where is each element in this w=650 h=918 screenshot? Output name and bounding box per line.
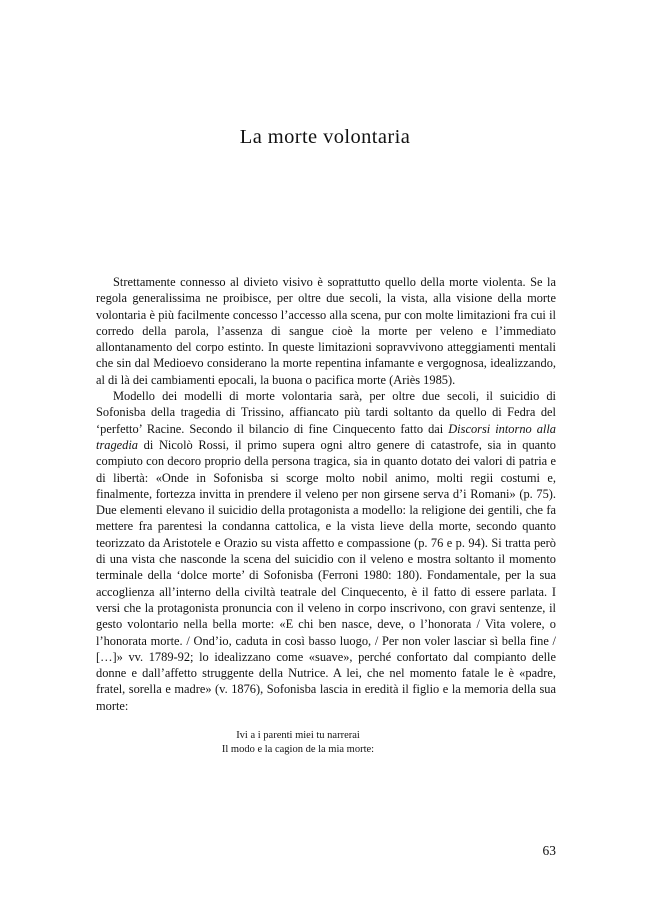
page-title: La morte volontaria xyxy=(239,126,411,148)
italic-text-segment: Discorsi intorno alla tragedia xyxy=(96,421,556,452)
text-segment: Modello dei modelli di morte volontaria sarà, per oltre due secoli, il suicidio di Sofonisba della tragedia di Trissino, affiancato più tardi soltanto da quello di Fedra del ‘perfetto’ Racine. Secondo il bilancio di fine Cinquecento fatto dai xyxy=(96,389,556,436)
paragraph xyxy=(96,388,556,714)
text-segment: Strettamente connesso al divieto visivo è soprattutto quello della morte violenta. Se la regola generalissima ne proibisce, per oltre due secoli, la vista, alla visione della morte volontaria è più facilmente concesso l’accesso alla scena, pur con molte limitazioni fra cui il corredo della parola, l’assenza di sangue cioè la morte per veleno e l’immediato allontanamento del corpo estinto. In queste limitazioni sopravvivono atteggiamenti mentali che sin dal Medioevo considerano la morte repentina infamante e vergognosa, idealizzando, al di là dei cambiamenti epocali, la buona o pacifica morte (Ariès 1985). xyxy=(96,275,556,387)
text-segment: di Nicolò Rossi, il primo supera ogni altro genere di catastrofe, sia in quanto compiuto con decoro proprio della persona tragica, sia in quanto dotato dei valori di patria e di libertà: «Onde in Sofonisba si scorge molto nobil animo, molti regii costumi e, finalmente, fortezza invitta in prendere il veleno per non girsene serva d’i Romani» (p. 75). Due elementi elevano il suicidio della protagonista a modello: la religione dei gentili, che fa mettere fra parentesi la condanna cattolica, e la vista lieve della morte, secondo quanto teorizzato da Aristotele e Orazio su vista affetto e compassione (p. 76 e p. 94). Si tratta però di una vista che nasconde la scena del suicidio con il veleno e mostra soltanto il momento terminale della ‘dolce morte’ di Sofonisba (Ferroni 1980: 180). Fondamentale, per la sua accoglienza all’interno della civiltà teatrale del Cinquecento, è il fatto di essere parlata. I versi che la protagonista pronuncia con il veleno in corpo inscrivono, con gravi sentenze, il gesto volontario nella bella morte: «E chi ben nasce, deve, o l’honorata / Vita volere, o l’honorata morte. / Ond’io, caduta in così basso luogo, / Per non voler lasciar sì bella fine / […]» vv. 1789-92; lo idealizzano come «suave», perché confortato dal compianto delle donne e dall’affetto struggente della Nutrice. A lei, che nel momento fatale le è «padre, fratel, sorella e madre» (v. 1876), Sofonisba lascia in eredità il figlio e la memoria della sua morte: xyxy=(96,437,556,713)
verse-block xyxy=(96,729,500,757)
paragraph xyxy=(96,274,556,388)
verse-line: Il modo e la cagion de la mia morte: xyxy=(221,744,375,756)
page-number: 63 xyxy=(542,843,556,858)
body-paragraphs xyxy=(96,274,556,757)
verse-line: Ivi a i parenti miei tu narrerai xyxy=(236,730,360,742)
